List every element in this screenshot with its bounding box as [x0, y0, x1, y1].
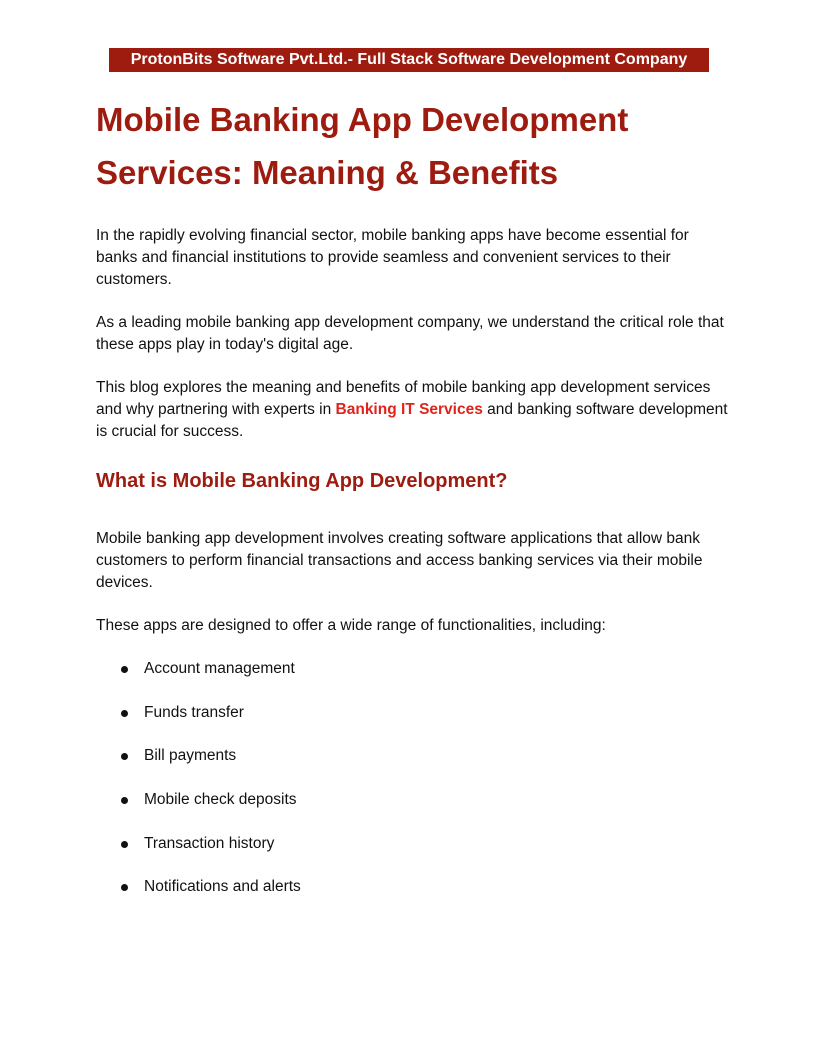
- bullet-icon: [121, 710, 128, 717]
- company-paragraph: As a leading mobile banking app development company, we understand the critical role that these apps play in today's digital age.: [96, 314, 724, 353]
- list-item-label: Account management: [144, 660, 295, 677]
- bullet-icon: [121, 797, 128, 804]
- list-item-label: Notifications and alerts: [144, 878, 301, 896]
- bullet-icon: [121, 841, 128, 848]
- bullet-icon: [121, 666, 128, 673]
- list-item: [96, 789, 726, 811]
- company-banner: [109, 48, 709, 72]
- bullet-icon: [121, 884, 128, 891]
- list-item-label: Transaction history: [144, 834, 275, 852]
- blog-paragraph-start: This blog explores the meaning and benefits of mobile banking app development services and why partnering with experts in: [96, 379, 711, 418]
- blog-paragraph-end: and banking software development is crucial for success.: [96, 401, 728, 440]
- list-item: [96, 745, 726, 767]
- list-item: [96, 833, 726, 855]
- page-title: Mobile Banking App Development Services: Meaning & Benefits: [96, 101, 629, 191]
- list-item: [96, 658, 726, 680]
- list-item-label: Funds transfer: [144, 703, 244, 721]
- blog-paragraph: [96, 377, 728, 443]
- list-item-label: Bill payments: [144, 747, 237, 765]
- functionalities-intro: These apps are designed to offer a wide range of functionalities, including:: [96, 617, 606, 634]
- list-item: [96, 876, 726, 898]
- list-item-label: Mobile check deposits: [144, 791, 297, 809]
- banking-it-services-link[interactable]: Banking IT Services: [335, 401, 483, 418]
- section-paragraph: Mobile banking app development involves creating software applications that allow bank customers to perform financial transactions and access banking services via their mobile devices.: [96, 530, 703, 591]
- intro-paragraph: In the rapidly evolving financial sector, mobile banking apps have become essential for banks and financial institutions to provide seamless and convenient services to their customers.: [96, 227, 689, 288]
- banner-text: ProtonBits Software Pvt.Ltd.- Full Stack Software Development Company: [130, 51, 688, 68]
- functionalities-list: [96, 658, 726, 920]
- bullet-icon: [121, 753, 128, 760]
- list-item: [96, 702, 726, 724]
- section-heading: What is Mobile Banking App Development?: [96, 470, 508, 492]
